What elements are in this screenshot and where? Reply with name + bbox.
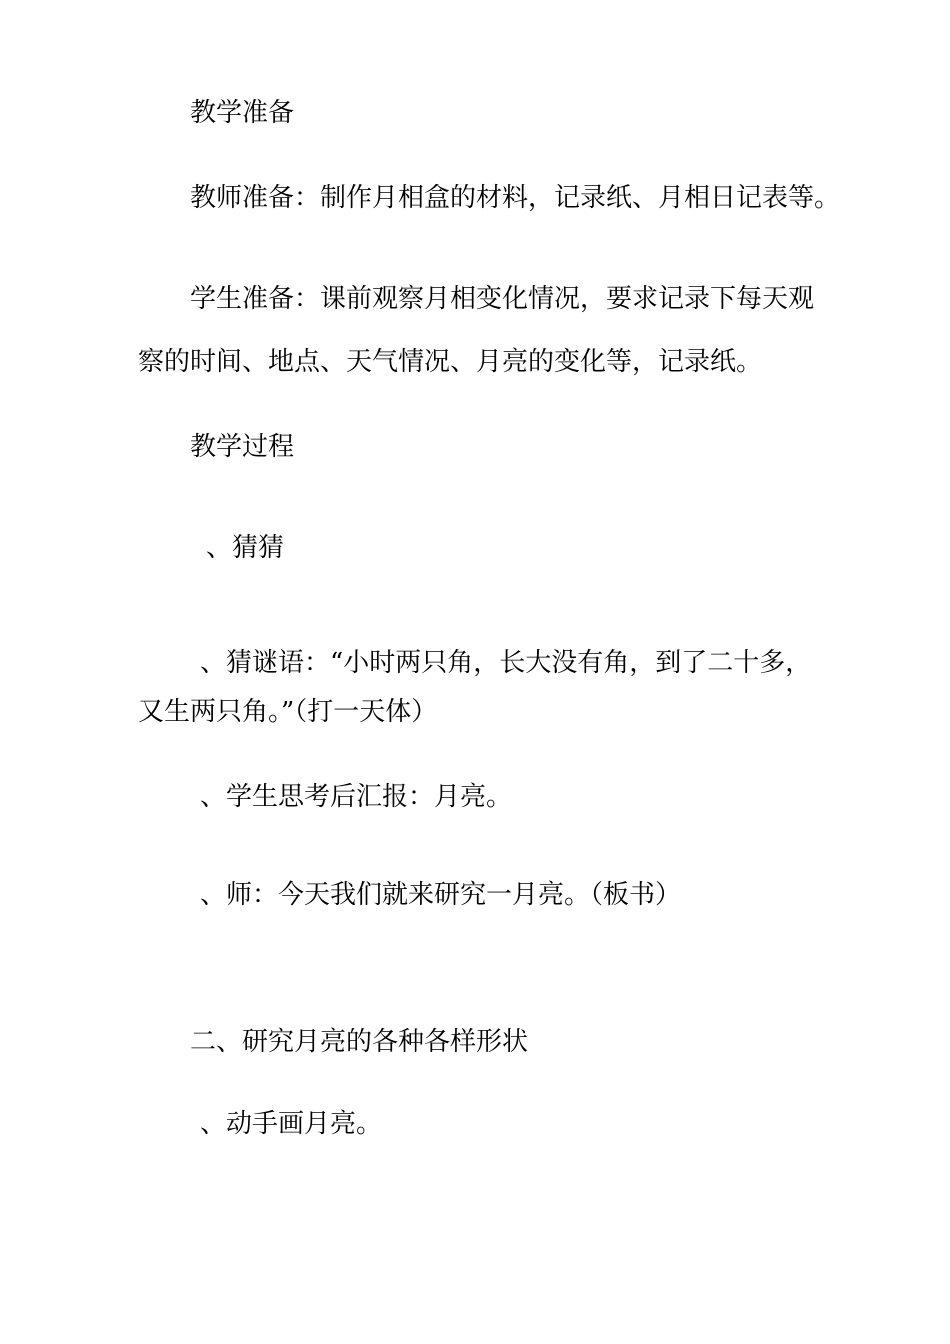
teacher-statement-paragraph: 、师：今天我们就来研究一月亮。（板书） (200, 880, 682, 910)
riddle-line-1: 、猜谜语：“小时两只角，长大没有角，到了二十多， (200, 648, 812, 678)
heading-teaching-preparation: 教学准备 (190, 98, 295, 128)
student-preparation-line-1: 学生准备：课前观察月相变化情况，要求记录下每天观 (190, 284, 815, 314)
student-answer-paragraph: 、学生思考后汇报：月亮。 (200, 782, 513, 812)
riddle-line-2: 又生两只角。”（打一天体） (138, 697, 438, 727)
teacher-preparation-paragraph: 教师准备：制作月相盒的材料，记录纸、月相日记表等。 (190, 183, 841, 213)
heading-teaching-process: 教学过程 (190, 432, 295, 462)
section-guess-heading: 、猜猜 (206, 533, 285, 563)
section-two-heading: 二、研究月亮的各种各样形状 (190, 1027, 529, 1057)
draw-moon-paragraph: 、动手画月亮。 (200, 1109, 383, 1139)
student-preparation-line-2: 察的时间、地点、天气情况、月亮的变化等，记录纸。 (138, 347, 763, 377)
